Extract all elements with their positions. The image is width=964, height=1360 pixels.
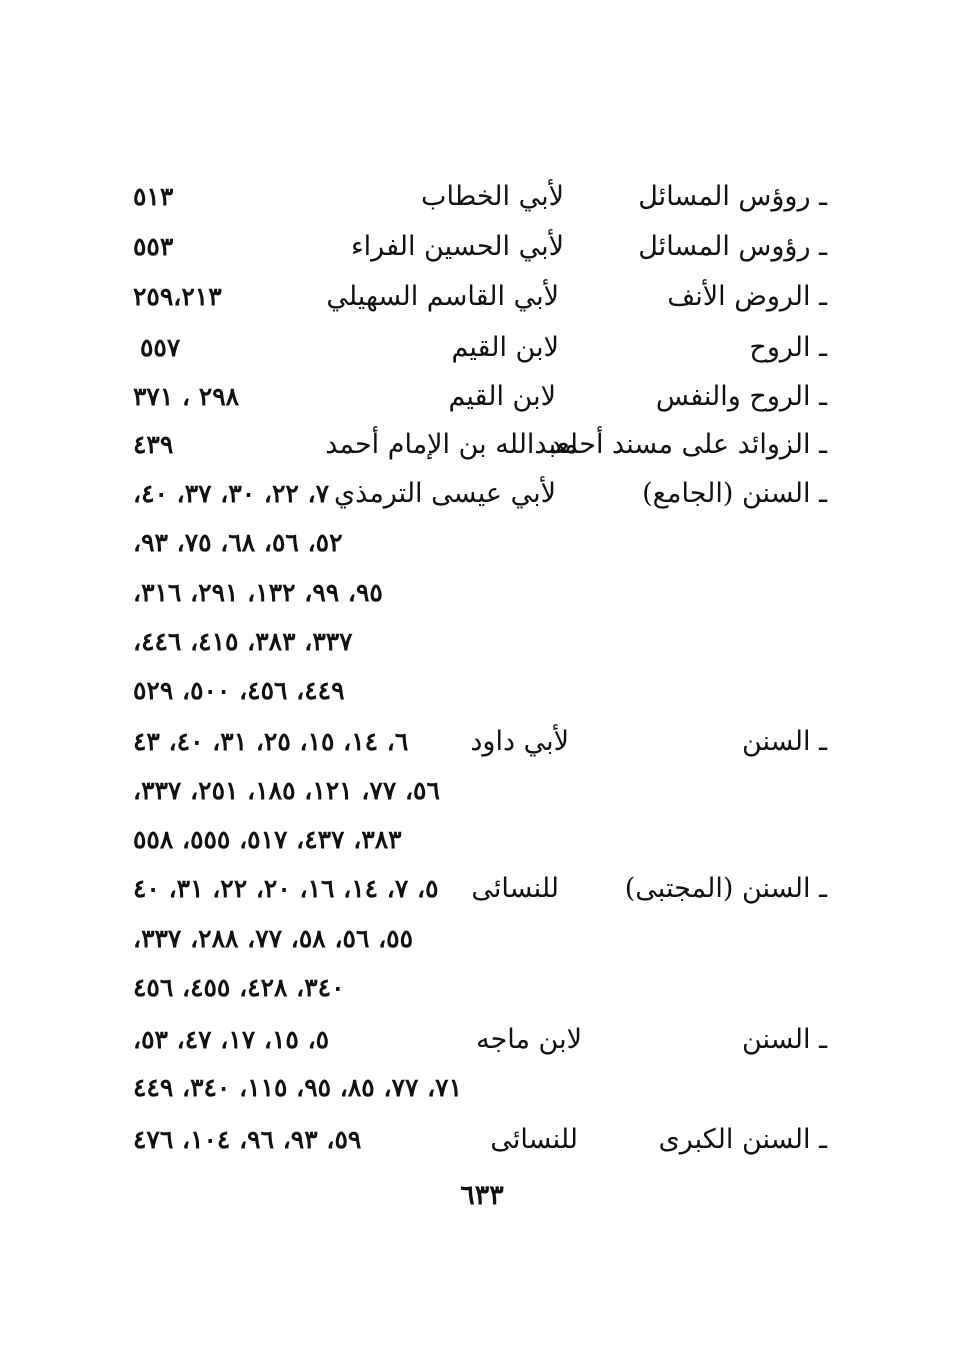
- entry-pages-continued: [0, 919, 964, 959]
- index-entry: [0, 425, 964, 465]
- entry-title: ـ الروض الأنف: [667, 281, 827, 312]
- entry-author: لابن ماجه: [476, 1024, 582, 1055]
- entry-pages: ٦، ١٤، ١٥، ٢٥، ٣١، ٤٠، ٤٣: [133, 727, 409, 756]
- entry-title: ـ روؤس المسائل: [638, 181, 827, 212]
- entry-pages-continued: [0, 1068, 964, 1108]
- entry-pages: ٣٤٠، ٤٢٨، ٤٥٥، ٤٥٦: [133, 973, 345, 1002]
- entry-pages: ٣٨٣، ٤٣٧، ٥١٧، ٥٥٥، ٥٥٨: [133, 825, 402, 854]
- entry-author: للنسائى: [471, 873, 559, 904]
- entry-author: لابن القيم: [451, 332, 559, 363]
- entry-author: لعبدالله بن الإمام أحمد: [325, 429, 578, 460]
- entry-title: ـ الروح والنفس: [655, 381, 827, 412]
- index-entry: [0, 377, 964, 417]
- entry-pages: ٥٥٣: [133, 232, 174, 261]
- index-entry: [0, 474, 964, 514]
- entry-pages: ٥٦، ٧٧، ١٢١، ١٨٥، ٢٥١، ٣٣٧،: [133, 776, 440, 805]
- entry-title: ـ السنن: [741, 726, 827, 757]
- entry-pages: ٥٢، ٥٦، ٦٨، ٧٥، ٩٣،: [133, 528, 343, 557]
- index-entry: [0, 328, 964, 368]
- entry-author: لأبي القاسم السهيلي: [326, 281, 559, 312]
- index-entry: [0, 227, 964, 267]
- entry-pages: ٥٥، ٥٦، ٥٨، ٧٧، ٢٨٨، ٣٣٧،: [133, 924, 414, 953]
- entry-title: ـ السنن: [741, 1024, 827, 1055]
- index-entry: [0, 869, 964, 909]
- index-entry: [0, 722, 964, 762]
- entry-pages: ٥٩، ٩٣، ٩٦، ١٠٤، ٤٧٦: [133, 1125, 362, 1154]
- entry-author: لأبي الحسين الفراء: [350, 231, 564, 262]
- entry-pages: ٢٩٨ ، ٣٧١: [133, 382, 240, 411]
- entry-title: ـ السنن (المجتبى): [624, 873, 827, 904]
- entry-pages-continued: [0, 820, 964, 860]
- entry-pages: ٤٤٩، ٤٥٦، ٥٠٠، ٥٢٩: [133, 676, 345, 705]
- entry-pages: ٤٣٩: [133, 430, 174, 459]
- entry-author: لابن القيم: [448, 381, 556, 412]
- entry-pages: ٢٥٩،٢١٣: [133, 282, 222, 311]
- entry-pages-continued: [0, 671, 964, 711]
- entry-pages: ٥، ١٥، ١٧، ٤٧، ٥٣،: [133, 1025, 330, 1054]
- entry-pages-continued: [0, 523, 964, 563]
- page-number: ٦٣٣: [460, 1180, 504, 1211]
- entry-pages: ٣٣٧، ٣٨٣، ٤١٥، ٤٤٦،: [133, 627, 353, 656]
- entry-pages: ٥، ٧، ١٤، ١٦، ٢٠، ٢٢، ٣١، ٤٠: [133, 874, 439, 903]
- entry-author: للنسائى: [490, 1124, 578, 1155]
- entry-title: ـ الروح: [749, 332, 827, 363]
- entry-author: لأبي داود: [470, 726, 569, 757]
- entry-pages-continued: [0, 573, 964, 613]
- index-entry: [0, 1020, 964, 1060]
- entry-author: لأبي عيسى الترمذي: [334, 478, 556, 509]
- entry-title: ـ السنن الكبرى: [658, 1124, 827, 1155]
- entry-title: ـ رؤوس المسائل: [638, 231, 827, 262]
- entry-pages-continued: [0, 622, 964, 662]
- entry-pages: ٧، ٢٢، ٣٠، ٣٧، ٤٠،: [133, 479, 330, 508]
- entry-title: ـ الزوائد على مسند أحمد: [549, 429, 827, 460]
- entry-pages: ٥١٣: [133, 182, 174, 211]
- index-entry: [0, 177, 964, 217]
- entry-pages: ٩٥، ٩٩، ١٣٢، ٢٩١، ٣١٦،: [133, 578, 383, 607]
- entry-pages-continued: [0, 968, 964, 1008]
- entry-pages: ٧١، ٧٧، ٨٥، ٩٥، ١١٥، ٣٤٠، ٤٤٩: [133, 1073, 463, 1102]
- entry-title: ـ السنن (الجامع): [642, 478, 827, 509]
- index-entry: [0, 277, 964, 317]
- entry-pages-continued: [0, 771, 964, 811]
- index-entry: [0, 1120, 964, 1160]
- entry-pages: ٥٥٧: [140, 333, 181, 362]
- entry-author: لأبي الخطاب: [421, 181, 564, 212]
